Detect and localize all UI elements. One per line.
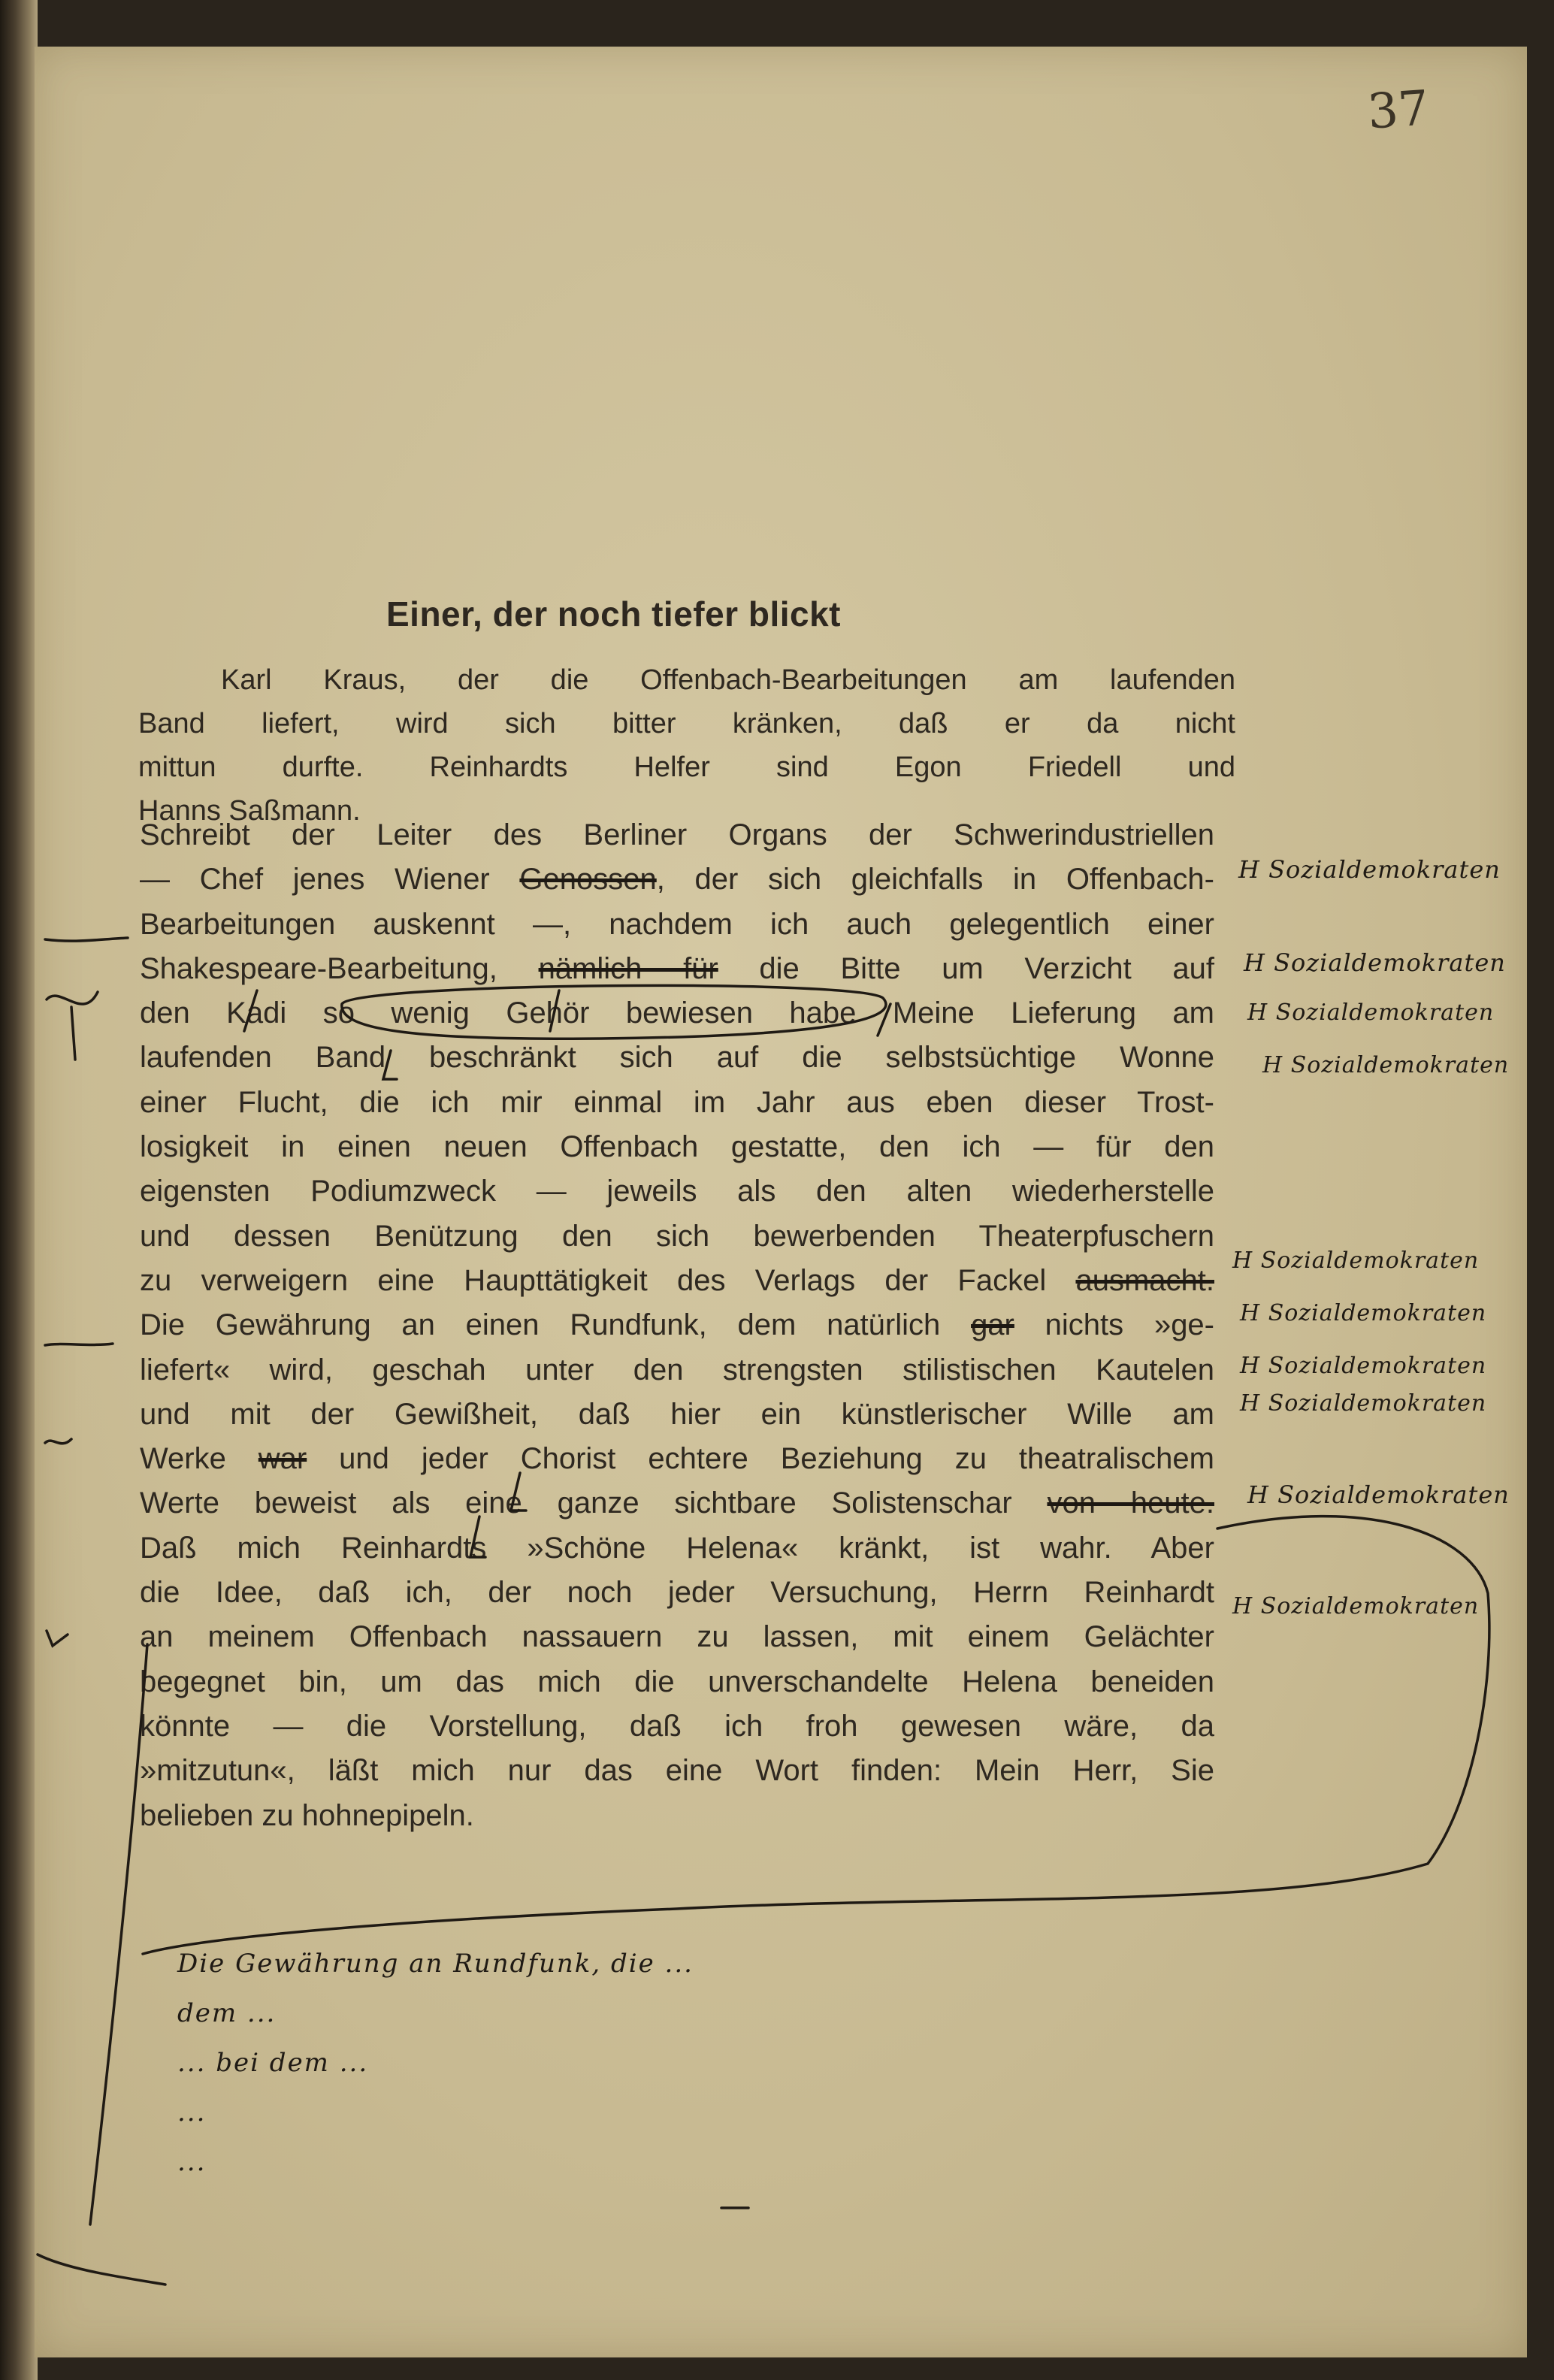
struck-word: nämlich für	[538, 951, 718, 985]
body-line: Werke war und jeder Chorist echtere Beziehung zu theatralischem	[140, 1442, 1214, 1476]
body-line: Daß mich Reinhardts »Schöne Helena« kränkt, ist wahr. Aber	[140, 1531, 1214, 1565]
book-binding	[0, 0, 38, 2380]
margin-note: H Sozialdemokraten	[1247, 1480, 1510, 1509]
body-line: könnte — die Vorstellung, daß ich froh gewesen wäre, da	[140, 1709, 1214, 1743]
margin-note: H Sozialdemokraten	[1232, 1593, 1480, 1619]
body-line: — Chef jenes Wiener Genossen, der sich gleichfalls in Offenbach-	[140, 863, 1214, 897]
body-line: liefert« wird, geschah unter den strengsten stilistischen Kautelen	[140, 1353, 1214, 1387]
intro-line: Karl Kraus, der die Offenbach-Bearbeitungen am laufenden	[221, 664, 1235, 696]
body-line: zu verweigern eine Haupttätigkeit des Verlags der Fackel ausmacht.	[140, 1263, 1214, 1297]
body-line: die Idee, daß ich, der noch jeder Versuchung, Herrn Reinhardt	[140, 1576, 1214, 1610]
margin-note: H Sozialdemokraten	[1238, 855, 1501, 884]
struck-word: war	[258, 1442, 307, 1476]
body-line: einer Flucht, die ich mir einmal im Jahr aus eben dieser Trost-	[140, 1085, 1214, 1119]
handwritten-line: ...	[177, 2147, 207, 2177]
margin-note: H Sozialdemokraten	[1232, 1247, 1480, 1274]
page-number: 37	[1365, 80, 1431, 141]
body-line: belieben zu hohnepipeln.	[140, 1798, 474, 1832]
margin-note: H Sozialdemokraten	[1247, 999, 1495, 1026]
handwritten-line: dem ...	[177, 1998, 277, 2028]
struck-word: Genossen	[519, 863, 657, 897]
body-line: und dessen Benützung den sich bewerbenden Theaterpfuschern	[140, 1219, 1214, 1253]
body-line: »mitzutun«, läßt mich nur das eine Wort finden: Mein Herr, Sie	[140, 1754, 1214, 1788]
body-paragraph	[140, 813, 1214, 1838]
body-line: laufenden Band beschränkt sich auf die selbstsüchtige Wonne	[140, 1041, 1214, 1075]
body-line: Werte beweist als eine ganze sichtbare Solistenschar von heute.	[140, 1486, 1214, 1520]
handwritten-line: ...	[177, 2097, 207, 2127]
handwritten-line: Die Gewährung an Rundfunk, die ...	[177, 1949, 694, 1979]
body-line: Die Gewährung an einen Rundfunk, dem natürlich gar nichts »ge-	[140, 1308, 1215, 1342]
handwritten-line: ... bei dem ...	[177, 2048, 369, 2078]
intro-line: Band liefert, wird sich bitter kränken, daß er da nicht	[138, 708, 1235, 739]
body-line: Schreibt der Leiter des Berliner Organs der Schwerindustriellen	[140, 818, 1214, 851]
struck-word: von heute.	[1047, 1486, 1214, 1520]
circled-phrase: so wenig Gehör bewiesen habe	[322, 996, 857, 1030]
margin-note: H Sozialdemokraten	[1244, 948, 1506, 977]
struck-word: ausmacht.	[1075, 1263, 1214, 1297]
intro-line: Hanns Saßmann.	[138, 795, 361, 827]
body-line: an meinem Offenbach nassauern zu lassen, mit einem Gelächter	[140, 1620, 1214, 1654]
body-line: losigkeit in einen neuen Offenbach gestatte, den ich — für den	[140, 1130, 1214, 1164]
article-title: Einer, der noch tiefer blickt	[386, 594, 841, 634]
struck-word: gar	[971, 1308, 1014, 1342]
margin-note: H Sozialdemokraten	[1240, 1353, 1487, 1379]
margin-note: H Sozialdemokraten	[1240, 1390, 1487, 1417]
margin-note: H Sozialdemokraten	[1262, 1052, 1510, 1078]
handwritten-insertion	[177, 1939, 1455, 2187]
body-line: und mit der Gewißheit, daß hier ein künstlerischer Wille am	[140, 1397, 1214, 1431]
margin-note: H Sozialdemokraten	[1240, 1300, 1487, 1326]
body-line: eigensten Podiumzweck — jeweils als den alten wiederherstelle	[140, 1175, 1214, 1208]
body-line: Shakespeare-Bearbeitung, nämlich für die Bitte um Verzicht auf	[140, 951, 1214, 985]
body-line: den Kadi so wenig Gehör bewiesen habe Meine Lieferung am	[140, 996, 1215, 1030]
intro-paragraph	[138, 658, 1235, 833]
body-line: Bearbeitungen auskennt —, nachdem ich auch gelegentlich einer	[140, 907, 1214, 941]
body-line: begegnet bin, um das mich die unverschandelte Helena beneiden	[140, 1665, 1214, 1698]
intro-line: mittun durfte. Reinhardts Helfer sind Egon Friedell und	[138, 751, 1235, 783]
